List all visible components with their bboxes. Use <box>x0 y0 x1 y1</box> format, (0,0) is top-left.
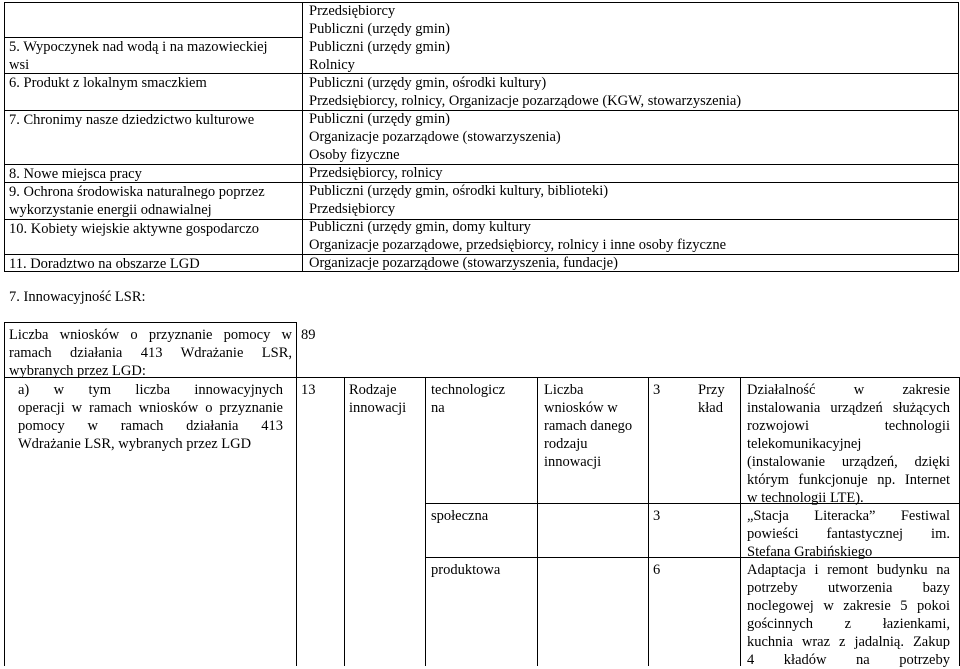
group-text: Organizacje pozarządowe (stowarzyszenia, fundacje) <box>309 255 618 271</box>
sub-indicator-line: Wdrażanie LSR, wybranych przez LGD <box>18 436 252 452</box>
group-text: Organizacje pozarządowe (stowarzyszenia) <box>309 129 561 145</box>
measure-name-line: 5. Wypoczynek nad wodą i na mazowieckiej <box>9 39 268 55</box>
count-header-line: Liczba <box>544 382 584 398</box>
count-header-line: wniosków w <box>544 400 618 416</box>
measure-name-line: wykorzystanie energii odnawialnej <box>9 202 212 218</box>
example-line: „Stacja Literacka” Festiwal <box>747 508 950 524</box>
measure-name: 10. Kobiety wiejskie aktywne gospodarczo <box>9 221 260 237</box>
example-header-line: Przy <box>698 382 725 398</box>
example-line: Adaptacja i remont budynku na <box>747 562 950 578</box>
innovation-count: 6 <box>653 562 661 578</box>
innovation-type <box>431 381 505 417</box>
sub-indicator-line: pomocy w ramach działania 413 <box>18 418 283 434</box>
group-text: Organizacje pozarządowe, przedsiębiorcy, rolnicy i inne osoby fizyczne <box>309 237 727 253</box>
measure-name: 7. Chronimy nasze dziedzictwo kulturowe <box>9 112 255 128</box>
section-heading: 7. Innowacyjność LSR: <box>9 289 146 305</box>
example-line: kuchnia wraz z jadalnią. Zakup <box>747 634 950 650</box>
sub-indicator-line: a) w tym liczba innowacyjnych <box>18 382 283 398</box>
indicator-line: ramach działania 413 Wdrażanie LSR, <box>9 345 292 361</box>
group-text: Publiczni (urzędy gmin, domy kultury <box>309 219 531 235</box>
group-text: Osoby fizyczne <box>309 147 400 163</box>
group-text: Przedsiębiorcy <box>309 201 396 217</box>
sub-indicator-value: 13 <box>301 382 316 398</box>
example-line: rozwojowi technologii <box>747 418 950 434</box>
row-groups-top <box>309 2 741 272</box>
example-line: którym funkcjonuje np. Internet <box>747 472 950 488</box>
indicator-value: 89 <box>301 327 316 343</box>
indicator-label-3: wybranych przez LGD: <box>9 363 146 379</box>
indicator-label <box>9 326 292 344</box>
example-line: (instalowanie urządzeń, dzięki <box>747 454 950 470</box>
type-header-line: Rodzaje <box>349 382 397 398</box>
innovation-count: 3 <box>653 382 661 398</box>
group-text: Publiczni (urzędy gmin, ośrodki kultury) <box>309 75 547 91</box>
example-line: powieści fantastycznej im. <box>747 526 950 542</box>
indicator-line: Liczba wniosków o przyznanie pomocy w <box>9 327 292 343</box>
measure-name <box>9 38 268 74</box>
measure-name: 11. Doradztwo na obszarze LGD <box>9 256 200 272</box>
innovation-count: 3 <box>653 508 661 524</box>
innovation-type-line: na <box>431 400 445 416</box>
group-text: Rolnicy <box>309 57 355 73</box>
innovation-example <box>747 561 950 669</box>
group-text: Publiczni (urzędy gmin) <box>309 39 450 55</box>
measure-name: 8. Nowe miejsca pracy <box>9 166 142 182</box>
count-header-line: ramach danego <box>544 418 633 434</box>
type-header <box>349 381 421 417</box>
measure-name: 6. Produkt z lokalnym smaczkiem <box>9 75 207 91</box>
count-header-line: innowacji <box>544 454 602 470</box>
group-text: Publiczni (urzędy gmin) <box>309 21 450 37</box>
measure-name <box>9 183 265 219</box>
example-line: instalowania urządzeń służących <box>747 400 950 416</box>
type-header-line: innowacji <box>349 400 407 416</box>
measure-name-line: wsi <box>9 57 30 73</box>
measure-name-line: 9. Ochrona środowiska naturalnego poprzez <box>9 184 265 200</box>
innovation-example <box>747 507 950 561</box>
example-line: potrzeby utworzenia bazy <box>747 580 950 596</box>
count-header-line: rodzaju <box>544 436 588 452</box>
innovation-type-line: technologicz <box>431 382 506 398</box>
count-header <box>544 381 644 471</box>
innovation-example <box>747 381 950 507</box>
sub-indicator-line: operacji w ramach wniosków o przyznanie <box>18 400 283 416</box>
group-text: Publiczni (urzędy gmin) <box>309 111 450 127</box>
example-line: noclegowej w zakresie 5 pokoi <box>747 598 950 614</box>
example-line: w technologii LTE). <box>747 490 864 506</box>
example-line: gościnnych z łazienkami, <box>747 616 950 632</box>
group-text: Publiczni (urzędy gmin, ośrodki kultury, biblioteki) <box>309 183 609 199</box>
example-line: Stefana Grabińskiego <box>747 544 873 560</box>
innovation-type: produktowa <box>431 562 501 578</box>
example-line: 4 kładów na potrzeby <box>747 652 950 668</box>
group-text: Przedsiębiorcy <box>309 3 396 19</box>
innovation-type: społeczna <box>431 508 489 524</box>
group-text: Przedsiębiorcy, rolnicy <box>309 165 443 181</box>
example-line: telekomunikacyjnej <box>747 436 862 452</box>
example-header-line: kład <box>698 400 723 416</box>
indicator-label-2 <box>9 344 292 362</box>
example-header <box>698 381 738 417</box>
group-text: Przedsiębiorcy, rolnicy, Organizacje pozarządowe (KGW, stowarzyszenia) <box>309 93 742 109</box>
example-line: Działalność w zakresie <box>747 382 950 398</box>
